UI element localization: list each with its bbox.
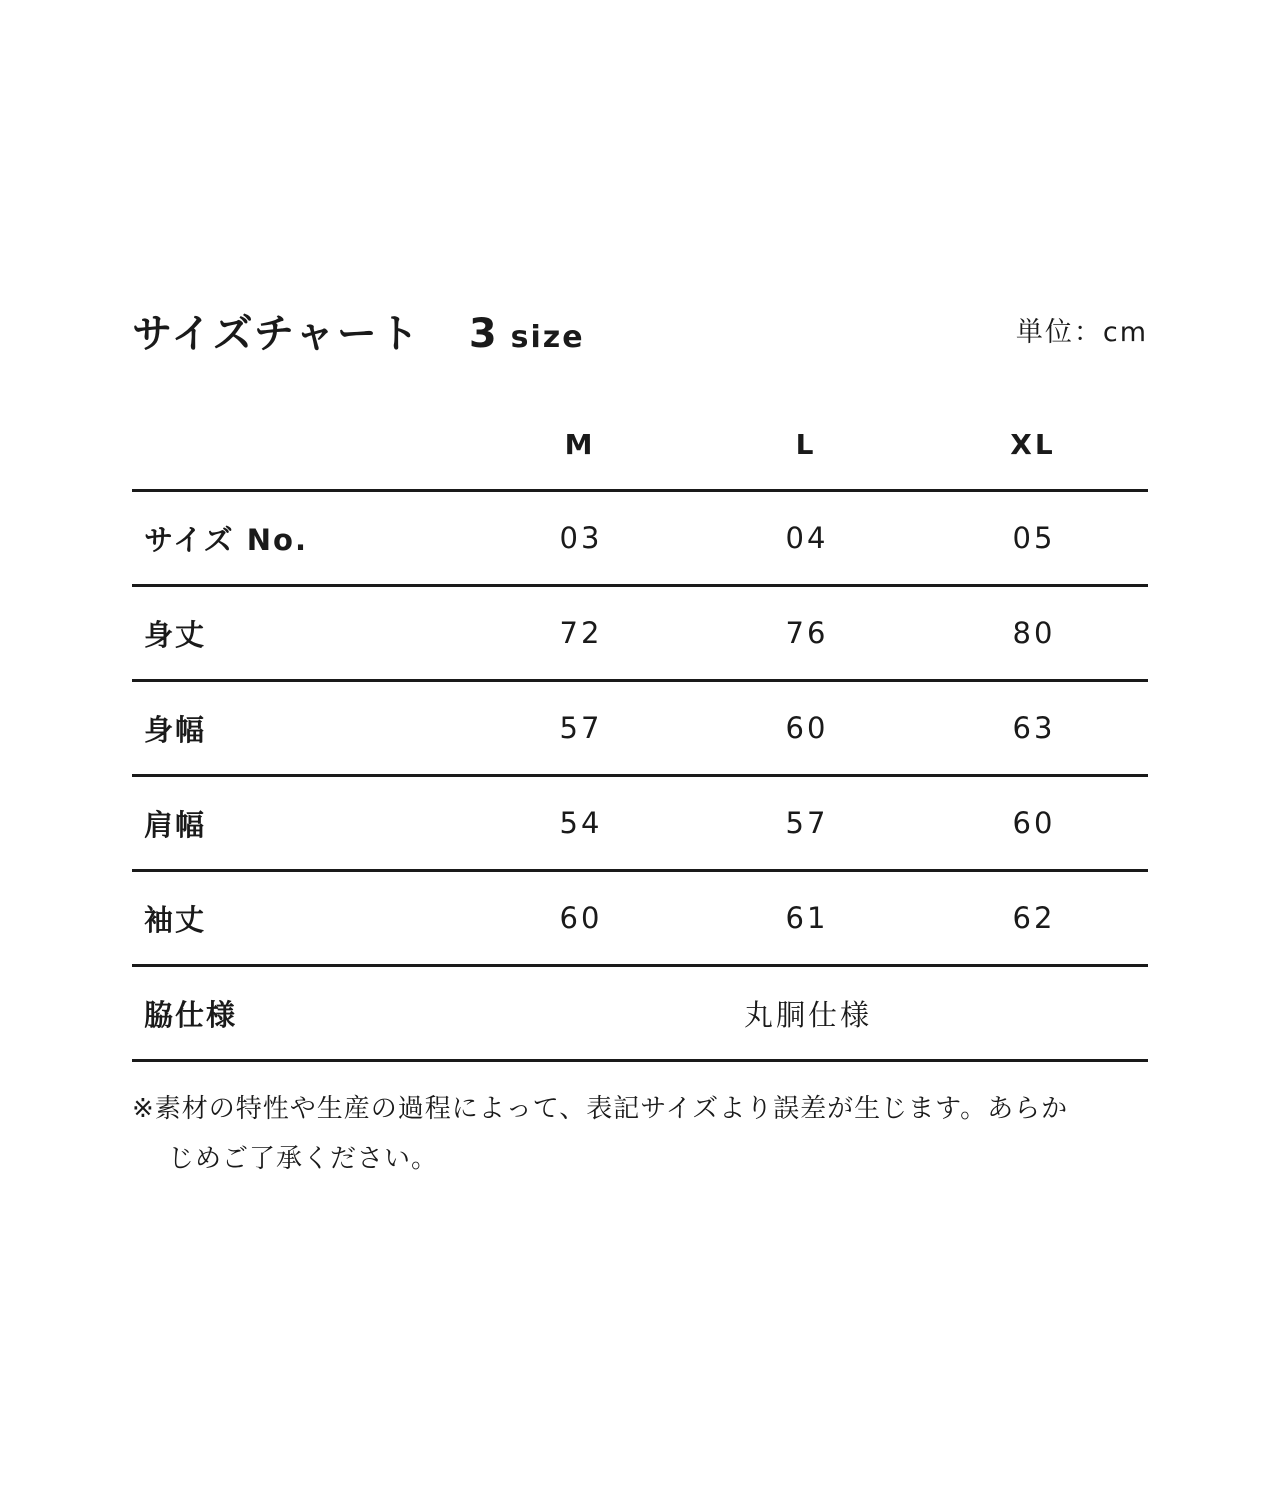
column-header-xl: XL — [1010, 428, 1056, 461]
cell-value: 63 — [920, 681, 1148, 776]
cell-value: 05 — [920, 491, 1148, 586]
column-headers — [132, 366, 1148, 492]
table-row — [132, 491, 1148, 586]
column-header-m: M — [564, 428, 596, 461]
cell-value: 80 — [920, 586, 1148, 681]
row-label: 脇仕様 — [132, 966, 468, 1061]
column-header-l: L — [795, 428, 817, 461]
cell-value: 04 — [694, 491, 920, 586]
row-label: 肩幅 — [132, 776, 468, 871]
note-line-1: ※素材の特性や生産の過程によって、表記サイズより誤差が生じます。あらか — [132, 1094, 1069, 1124]
row-label: 身丈 — [132, 586, 468, 681]
size-chart — [132, 296, 1148, 1032]
unit-label: 単位：cm — [1015, 317, 1148, 348]
cell-value: 60 — [920, 776, 1148, 871]
table-row — [132, 681, 1148, 776]
cell-value: 57 — [468, 681, 694, 776]
page-title — [132, 302, 585, 359]
cell-value: 62 — [920, 871, 1148, 966]
chart-header — [132, 296, 1148, 366]
table-row — [132, 586, 1148, 681]
size-count: 3 — [468, 311, 499, 357]
cell-value: 57 — [694, 776, 920, 871]
row-label: 身幅 — [132, 681, 468, 776]
table-row-side-spec — [132, 966, 1148, 1061]
table-row — [132, 776, 1148, 871]
title-main: サイズチャート — [132, 311, 421, 357]
size-table — [132, 489, 1148, 1062]
row-label: サイズ No. — [132, 491, 468, 586]
row-label: 袖丈 — [132, 871, 468, 966]
side-spec-value: 丸胴仕様 — [468, 966, 1148, 1061]
cell-value: 03 — [468, 491, 694, 586]
cell-value: 72 — [468, 586, 694, 681]
cell-value: 60 — [468, 871, 694, 966]
cell-value: 54 — [468, 776, 694, 871]
cell-value: 76 — [694, 586, 920, 681]
table-row — [132, 871, 1148, 966]
disclaimer-note — [132, 1084, 1142, 1184]
size-word: size — [510, 320, 585, 355]
cell-value: 60 — [694, 681, 920, 776]
cell-value: 61 — [694, 871, 920, 966]
note-line-2: じめご了承ください。 — [168, 1144, 439, 1174]
